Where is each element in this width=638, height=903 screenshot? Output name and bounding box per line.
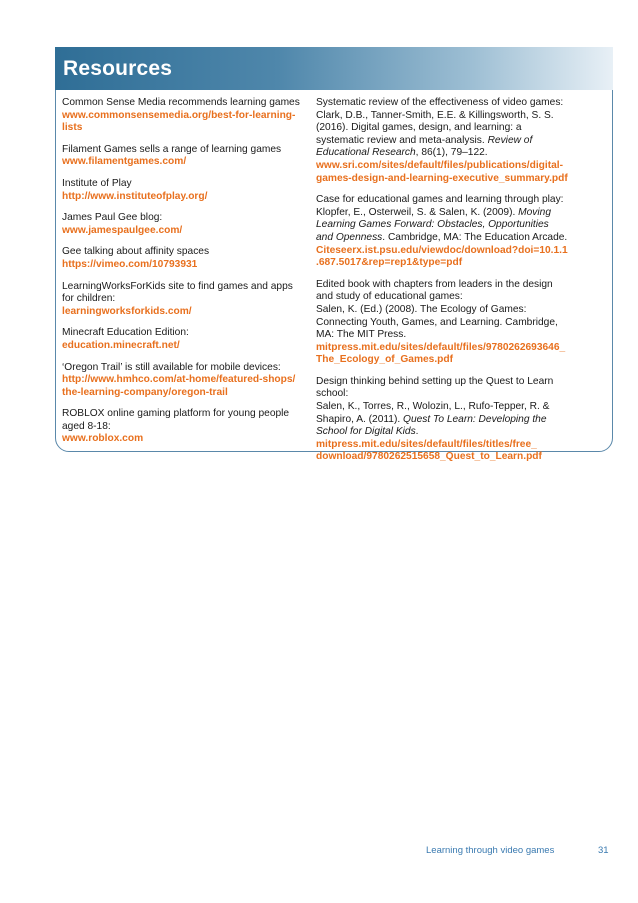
citation-title: Quest To Learn: Developing the School for Digital Kids: [316, 413, 547, 438]
entry-citation: [316, 110, 568, 160]
entry-link[interactable]: [316, 342, 568, 367]
entry-text: Gee talking about affinity spaces: [62, 246, 210, 258]
entry-link[interactable]: [62, 374, 300, 399]
entry-link[interactable]: [62, 110, 300, 135]
entry-citation: [316, 401, 568, 439]
entry-link[interactable]: [62, 306, 300, 319]
reference-entry-quest-to-learn: [316, 376, 568, 464]
entry-text: ROBLOX online gaming platform for young people aged 8-18:: [62, 408, 290, 432]
entry-intro: Edited book with chapters from leaders in the design and study of educational games:: [316, 278, 553, 303]
entry-text: LearningWorksForKids site to find games and apps for children:: [62, 280, 293, 305]
link-line: learningworksforkids.com/: [62, 305, 192, 317]
citation-text: Salen, K., Torres, R., Wolozin, L., Rufo-Tepper, R. & Shapiro, A. (2011).: [316, 401, 550, 425]
link-line: www.roblox.com: [62, 433, 144, 445]
entry-link[interactable]: [62, 191, 300, 204]
page-number: 31: [598, 845, 609, 856]
link-line: .687.5017&rep=rep1&type=pdf: [316, 257, 463, 269]
citation-text: . Cambridge, MA: The Education Arcade.: [382, 231, 568, 243]
link-line: https://vimeo.com/10793931: [62, 258, 198, 270]
entry-text: James Paul Gee blog:: [62, 212, 163, 224]
link-line: games-design-and-learning-executive_summary.pdf: [316, 172, 568, 184]
link-line: the-learning-company/oregon-trail: [62, 386, 228, 398]
entry-link[interactable]: [62, 433, 300, 446]
resource-entry-filament: [62, 144, 300, 169]
reference-entry-learning-through-play: [316, 194, 568, 270]
entry-link[interactable]: [316, 160, 568, 185]
entry-link[interactable]: [62, 156, 300, 169]
entry-intro: Design thinking behind setting up the Quest to Learn school:: [316, 375, 554, 400]
entry-text: Institute of Play: [62, 177, 132, 189]
entry-citation: [316, 207, 568, 245]
link-line: www.filamentgames.com/: [62, 156, 187, 168]
entry-link[interactable]: [62, 340, 300, 353]
citation-title: Review of Educational Research: [316, 134, 533, 159]
resource-entry-learningworks: [62, 281, 300, 319]
entry-text: Common Sense Media recommends learning games: [62, 97, 300, 108]
citation-text: Salen, K. (Ed.) (2008). The Ecology of Games: Connecting Youth, Games, and Learning. Cambridge, MA: The MIT Press.: [316, 303, 558, 341]
right-column: [316, 97, 568, 473]
entry-intro: Systematic review of the effectiveness of video games:: [316, 97, 564, 108]
resource-entry-affinity-spaces: [62, 246, 300, 271]
reference-entry-systematic-review: [316, 97, 568, 185]
reference-entry-ecology-of-games: [316, 279, 568, 367]
entry-link[interactable]: [62, 225, 300, 238]
resource-entry-roblox: [62, 408, 300, 446]
resources-banner: [55, 47, 613, 90]
resource-entry-common-sense: [62, 97, 300, 135]
resource-entry-institute-of-play: [62, 178, 300, 203]
link-line: Citeseerx.ist.psu.edu/viewdoc/download?doi=10.1.1: [316, 244, 568, 256]
link-line: lists: [62, 122, 83, 134]
footer-title: Learning through video games: [426, 845, 555, 856]
entry-link[interactable]: [316, 245, 568, 270]
citation-text: , 86(1), 79–122.: [415, 147, 488, 159]
citation-title: Moving Learning Games Forward: Obstacles, Opportunities and Openness: [316, 206, 551, 243]
link-line: http://www.hmhco.com/at-home/featured-shops/: [62, 374, 296, 386]
link-line: The_Ecology_of_Games.pdf: [316, 354, 453, 366]
link-line: www.sri.com/sites/default/files/publications/digital-: [316, 159, 563, 171]
entry-intro: Case for educational games and learning through play:: [316, 194, 564, 206]
link-line: education.minecraft.net/: [62, 339, 180, 351]
citation-text: Clark, D.B., Tanner-Smith, E.E. & Killingsworth, S. S. (2016). Digital games, design, and learning: a systematic review and meta-analysis.: [316, 109, 554, 146]
link-line: http://www.instituteofplay.org/: [62, 190, 208, 202]
entry-link[interactable]: [62, 259, 300, 272]
left-column: [62, 97, 300, 455]
link-line: mitpress.mit.edu/sites/default/files/titles/free_: [316, 438, 537, 450]
resource-entry-oregon-trail: [62, 362, 300, 400]
citation-text: Klopfer, E., Osterweil, S. & Salen, K. (2009).: [316, 206, 519, 218]
resource-entry-gee-blog: [62, 212, 300, 237]
link-line: mitpress.mit.edu/sites/default/files/9780262693646_: [316, 341, 566, 353]
link-line: www.commonsensemedia.org/best-for-learning-: [62, 109, 296, 121]
entry-link[interactable]: [316, 439, 568, 464]
entry-text: Minecraft Education Edition:: [62, 327, 189, 339]
link-line: www.jamespaulgee.com/: [62, 224, 183, 236]
entry-citation: [316, 304, 568, 342]
entry-text: ‘Oregon Trail’ is still available for mobile devices:: [62, 361, 281, 373]
resource-entry-minecraft: [62, 327, 300, 352]
section-title: Resources: [63, 57, 173, 80]
entry-text: Filament Games sells a range of learning games: [62, 143, 282, 155]
link-line: download/9780262515658_Quest_to_Learn.pdf: [316, 451, 542, 463]
citation-text: .: [415, 426, 419, 438]
